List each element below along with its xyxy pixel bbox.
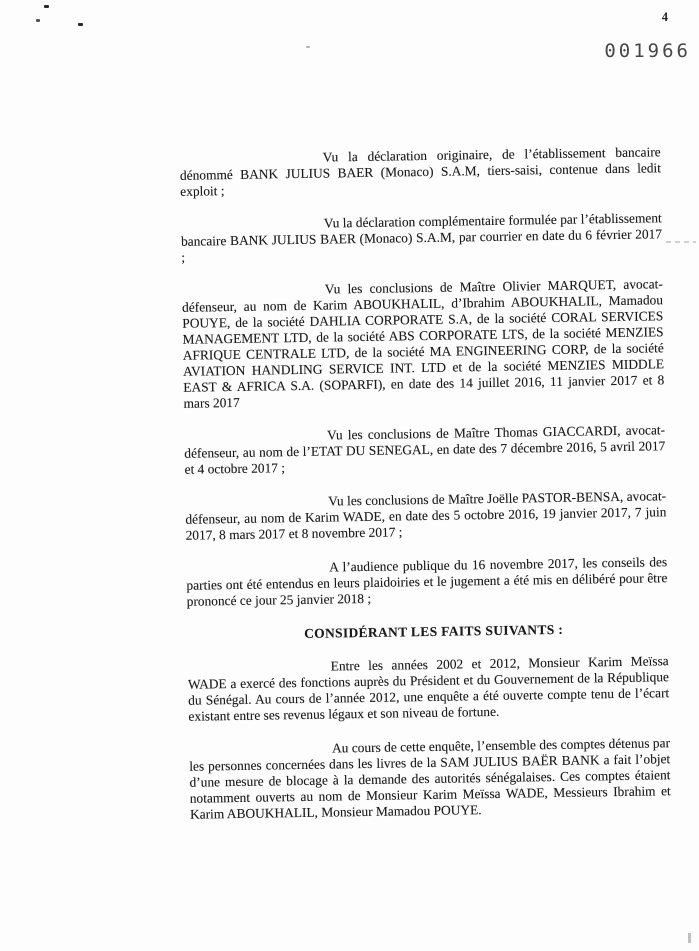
scan-speck [36, 19, 40, 22]
scan-speck [78, 23, 83, 26]
page-number: 4 [661, 10, 668, 24]
paragraph: A l’audience publique du 16 novembre 2017, les conseils des parties ont été entendus en leurs plaidoiries et le jugement a été mis en délibéré pour être prononcé ce jour 25 janvier 2018 ; [186, 554, 668, 609]
paragraph: Au cours de cette enquête, l’ensemble des comptes détenus par les personnes concernées dans les livres de la SAM JULIUS BAËR BANK a fait l’objet d’une mesure de blocage à la demande des autorités sénégalaises. Ces comptes étaient notamment ouverts au nom de Monsieur Karim Meïssa WADE, Messieurs Ibrahim et Karim ABOUKHALIL, Monsieur Mamadou POUYE. [189, 735, 671, 822]
paragraph: Vu les conclusions de Maître Olivier MARQUET, avocat-défenseur, au nom de Karim ABOUKHALIL, d’Ibrahim ABOUKHALIL, Mamadou POUYE, de la société DAHLIA CORPORATE S.A, de la société CORAL SERVICES MANAGEMENT LTD, de la société ABS CORPORATE LTS, de la société MENZIES AFRIQUE CENTRALE LTD, de la société MA ENGINEERING CORP, de la société AVIATION HANDLING SERVICE INT. LTD et de la société MENZIES MIDDLE EAST & AFRICA S.A. (SOPARFI), en date des 14 juillet 2016, 11 janvier 2017 et 8 mars 2017 [181, 276, 665, 411]
scan-artifact-dash [666, 241, 696, 243]
paragraph: Vu les conclusions de Maître Thomas GIACCARDI, avocat-défenseur, au nom de l’ETAT DU SENEGAL, en date des 7 décembre 2016, 5 avril 2017 et 4 octobre 2017 ; [184, 422, 666, 477]
paragraph: Entre les années 2002 et 2012, Monsieur Karim Meïssa WADE a exercé des fonctions auprès du Président et du Gouvernement de la République du Sénégal. Au cours de l’année 2012, une enquête a été ouverte compte tenu de l’écart existant entre ses revenus légaux et son niveau de fortune. [187, 653, 670, 724]
scan-speck [306, 46, 310, 48]
scan-artifact-corner [688, 933, 691, 943]
paragraph: Vu les conclusions de Maître Joëlle PASTOR-BENSA, avocat-défenseur, au nom de Karim WADE, en date des 5 octobre 2016, 19 janvier 2017, 7 juin 2017, 8 mars 2017 et 8 novembre 2017 ; [185, 488, 667, 543]
stamp-number: 001966 [604, 40, 691, 62]
document-body [180, 144, 672, 840]
paragraph: Vu la déclaration complémentaire formulée par l’établissement bancaire BANK JULIUS BAER (Monaco) S.A.M, par courrier en date du 6 février 2017 ; [180, 210, 663, 265]
scan-speck [44, 5, 49, 8]
paragraph: Vu la déclaration originaire, de l’établissement bancaire dénommé BANK JULIUS BAER (Monaco) S.A.M, tiers-saisi, contenue dans ledit exploit ; [179, 144, 662, 199]
section-heading: CONSIDÉRANT LES FAITS SUIVANTS : [304, 621, 564, 641]
